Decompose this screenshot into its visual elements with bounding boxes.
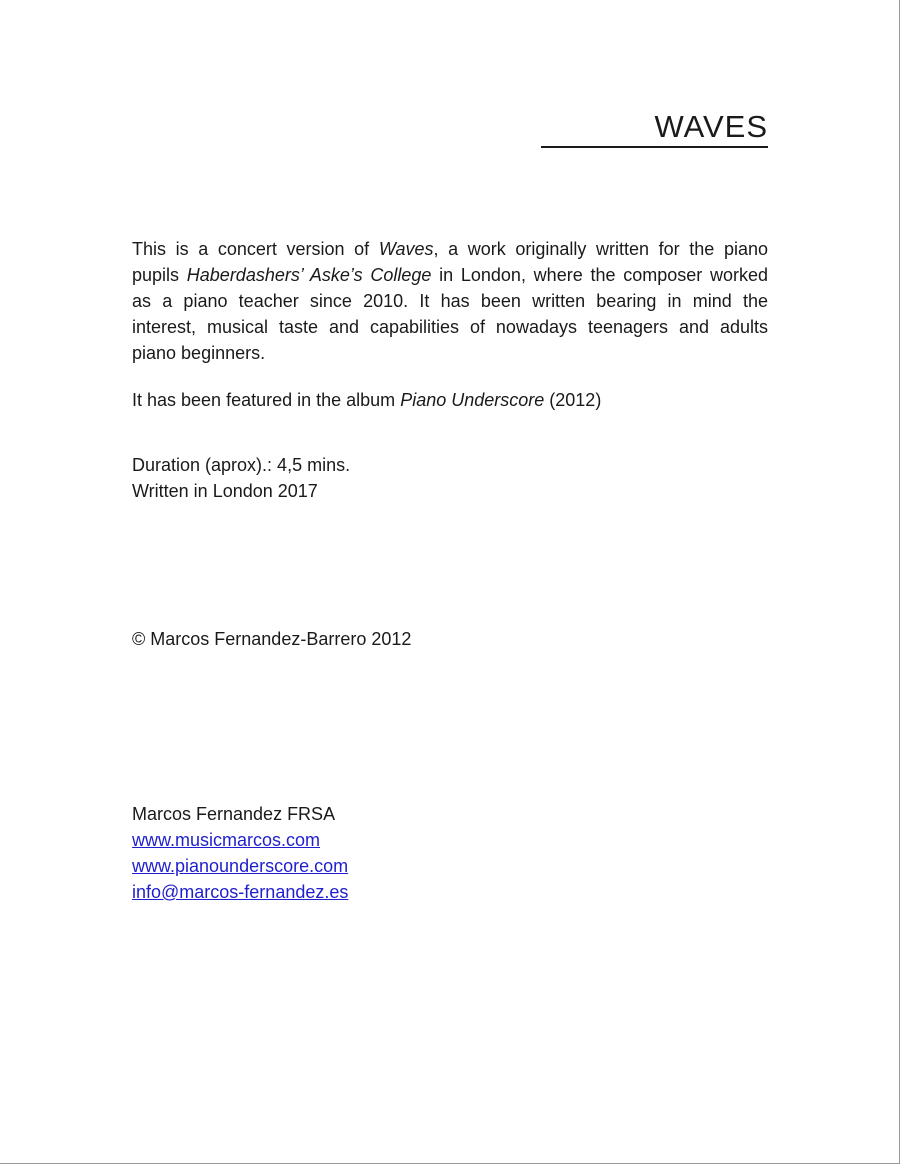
intro-line: [132, 262, 768, 288]
work-details: [132, 452, 350, 504]
page-title: WAVES: [654, 109, 768, 144]
intro-line: interest, musical taste and capabilities of nowadays teenagers and adults: [132, 317, 768, 337]
intro-text: in London, where the composer worked: [431, 265, 769, 285]
copyright-notice: © Marcos Fernandez-Barrero 2012: [132, 629, 412, 649]
intro-line: [132, 236, 768, 262]
intro-line: as a piano teacher since 2010. It has been written bearing in mind the: [132, 291, 768, 311]
intro-line: piano beginners.: [132, 343, 266, 363]
intro-text: pupils: [132, 265, 187, 285]
school-name: Haberdashers’ Aske’s College: [186, 265, 432, 285]
intro-text: , a work originally written for the piano: [433, 239, 768, 259]
email-link[interactable]: info@marcos-fernandez.es: [132, 882, 349, 902]
author-name: Marcos Fernandez FRSA: [132, 804, 336, 824]
contact-block: [132, 801, 348, 905]
album-name: Piano Underscore: [400, 390, 545, 410]
album-text: It has been featured in the album: [132, 390, 401, 410]
title-underline: [541, 108, 768, 148]
website-link-pianounderscore[interactable]: www.pianounderscore.com: [132, 856, 349, 876]
intro-paragraph: [132, 236, 768, 366]
written-text: Written in London 2017: [132, 481, 318, 501]
website-link-musicmarcos[interactable]: www.musicmarcos.com: [132, 830, 321, 850]
album-year: (2012): [544, 390, 602, 410]
duration-text: Duration (aprox).: 4,5 mins.: [132, 455, 351, 475]
intro-text: This is a concert version of: [132, 239, 379, 259]
work-title: Waves: [378, 239, 434, 259]
album-note: [132, 387, 601, 413]
